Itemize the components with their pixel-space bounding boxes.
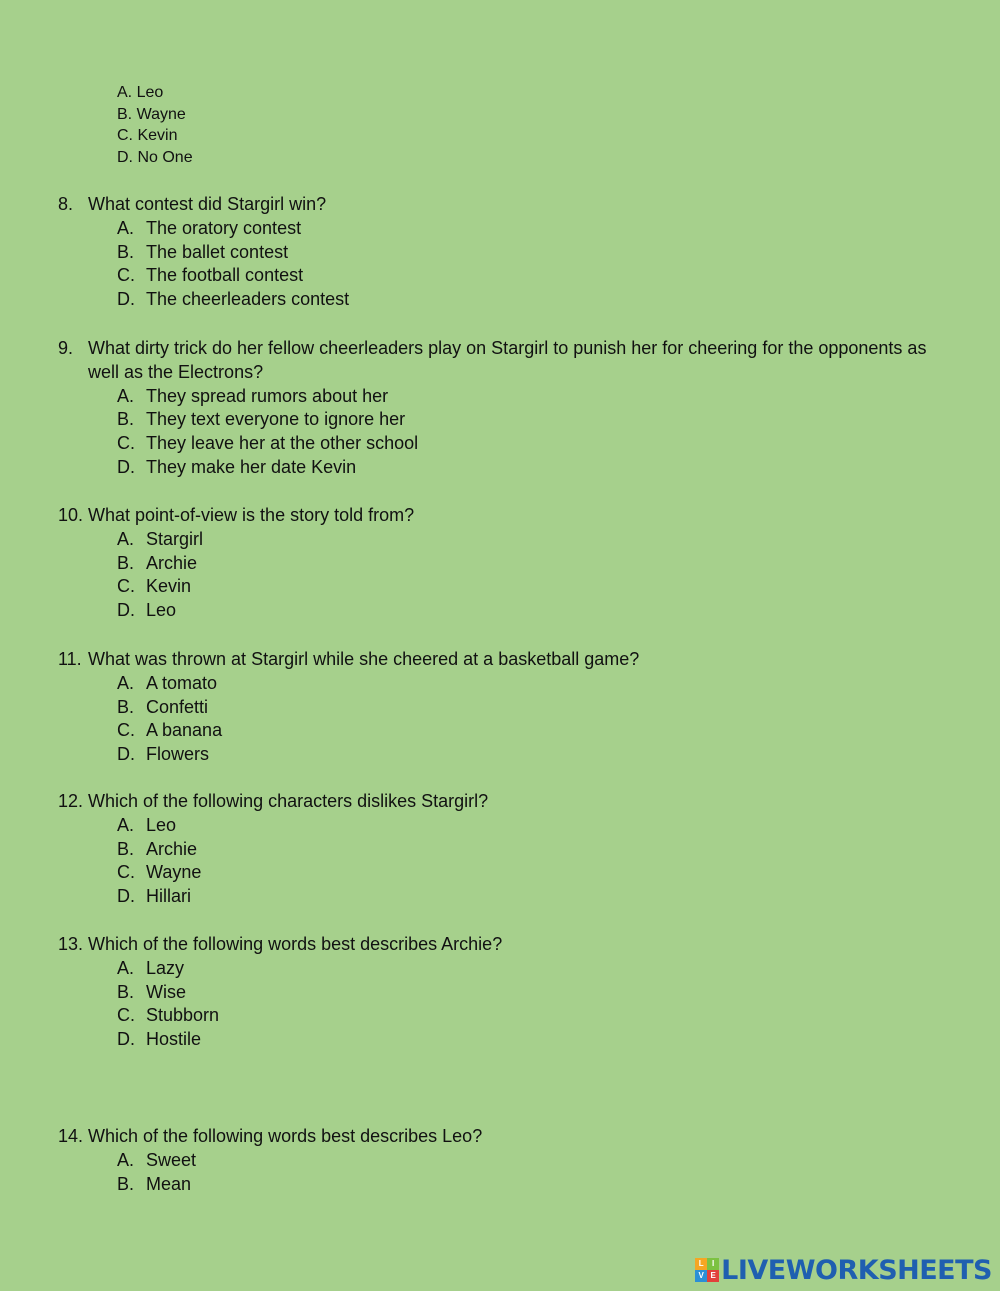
option-d[interactable]: D. Flowers: [117, 744, 210, 765]
question-9: [58, 337, 958, 480]
question-text: What dirty trick do her fellow cheerleaders play on Stargirl to punish her for cheering for the opponents as well as the Electrons?: [88, 338, 927, 382]
option-d[interactable]: D. Leo: [117, 600, 177, 621]
option-b[interactable]: B. Archie: [117, 838, 198, 859]
option-a[interactable]: A. A tomato: [117, 672, 218, 693]
option-c[interactable]: C. A banana: [117, 720, 223, 741]
question-10: [58, 504, 958, 623]
question-text: What was thrown at Stargirl while she cheered at a basketball game?: [88, 649, 640, 669]
option-c[interactable]: C. Kevin: [117, 576, 192, 597]
option-b[interactable]: B. They text everyone to ignore her: [117, 409, 406, 430]
option-a[interactable]: A. Stargirl: [117, 528, 204, 549]
logo-icon: L I V E: [695, 1258, 719, 1282]
option-b[interactable]: B. Archie: [117, 552, 198, 573]
option-a[interactable]: A. Lazy: [117, 957, 185, 978]
option-b[interactable]: B. Mean: [117, 1173, 192, 1194]
question-number: 11.: [58, 649, 82, 669]
question-8: [58, 193, 958, 312]
question-text: What contest did Stargirl win?: [88, 194, 327, 214]
option[interactable]: C. Kevin: [117, 127, 178, 145]
option-c[interactable]: C. They leave her at the other school: [117, 433, 419, 454]
option[interactable]: B. Wayne: [117, 105, 186, 123]
question-number: 13.: [58, 934, 84, 954]
option-d[interactable]: D. Hillari: [117, 886, 191, 907]
question-11: [58, 648, 958, 767]
question-14: [58, 1125, 958, 1196]
option-a[interactable]: A. Sweet: [117, 1149, 197, 1170]
question-text: Which of the following words best describes Archie?: [88, 934, 503, 954]
option-a[interactable]: A. Leo: [117, 814, 177, 835]
option-a[interactable]: A. The oratory contest: [117, 217, 302, 238]
question-number: 12.: [58, 791, 84, 811]
question-text: Which of the following words best describes Leo?: [88, 1126, 483, 1146]
option-d[interactable]: D. They make her date Kevin: [117, 456, 357, 477]
question-number: 10.: [58, 505, 84, 525]
question-number: 9.: [58, 338, 74, 358]
option-b[interactable]: B. The ballet contest: [117, 241, 289, 262]
question-number: 8.: [58, 194, 74, 214]
option-c[interactable]: C. The football contest: [117, 265, 304, 286]
option-a[interactable]: A. They spread rumors about her: [117, 385, 389, 406]
question-number: 14.: [58, 1126, 84, 1146]
option[interactable]: D. No One: [117, 149, 193, 167]
option-d[interactable]: D. Hostile: [117, 1029, 202, 1050]
option-b[interactable]: B. Confetti: [117, 696, 209, 717]
option-d[interactable]: D. The cheerleaders contest: [117, 289, 350, 310]
question-13: [58, 933, 958, 1052]
option[interactable]: A. Leo: [117, 84, 164, 101]
question-text: What point-of-view is the story told from?: [88, 505, 415, 525]
option-c[interactable]: C. Stubborn: [117, 1005, 220, 1026]
brand-name: LIVEWORKSHEETS: [721, 1254, 992, 1286]
option-b[interactable]: B. Wise: [117, 981, 186, 1002]
question-12: [58, 790, 958, 909]
liveworksheets-logo[interactable]: [695, 1254, 992, 1286]
option-c[interactable]: C. Wayne: [117, 862, 202, 883]
question-text: Which of the following characters dislikes Stargirl?: [88, 791, 489, 811]
previous-question-options: [117, 82, 193, 169]
